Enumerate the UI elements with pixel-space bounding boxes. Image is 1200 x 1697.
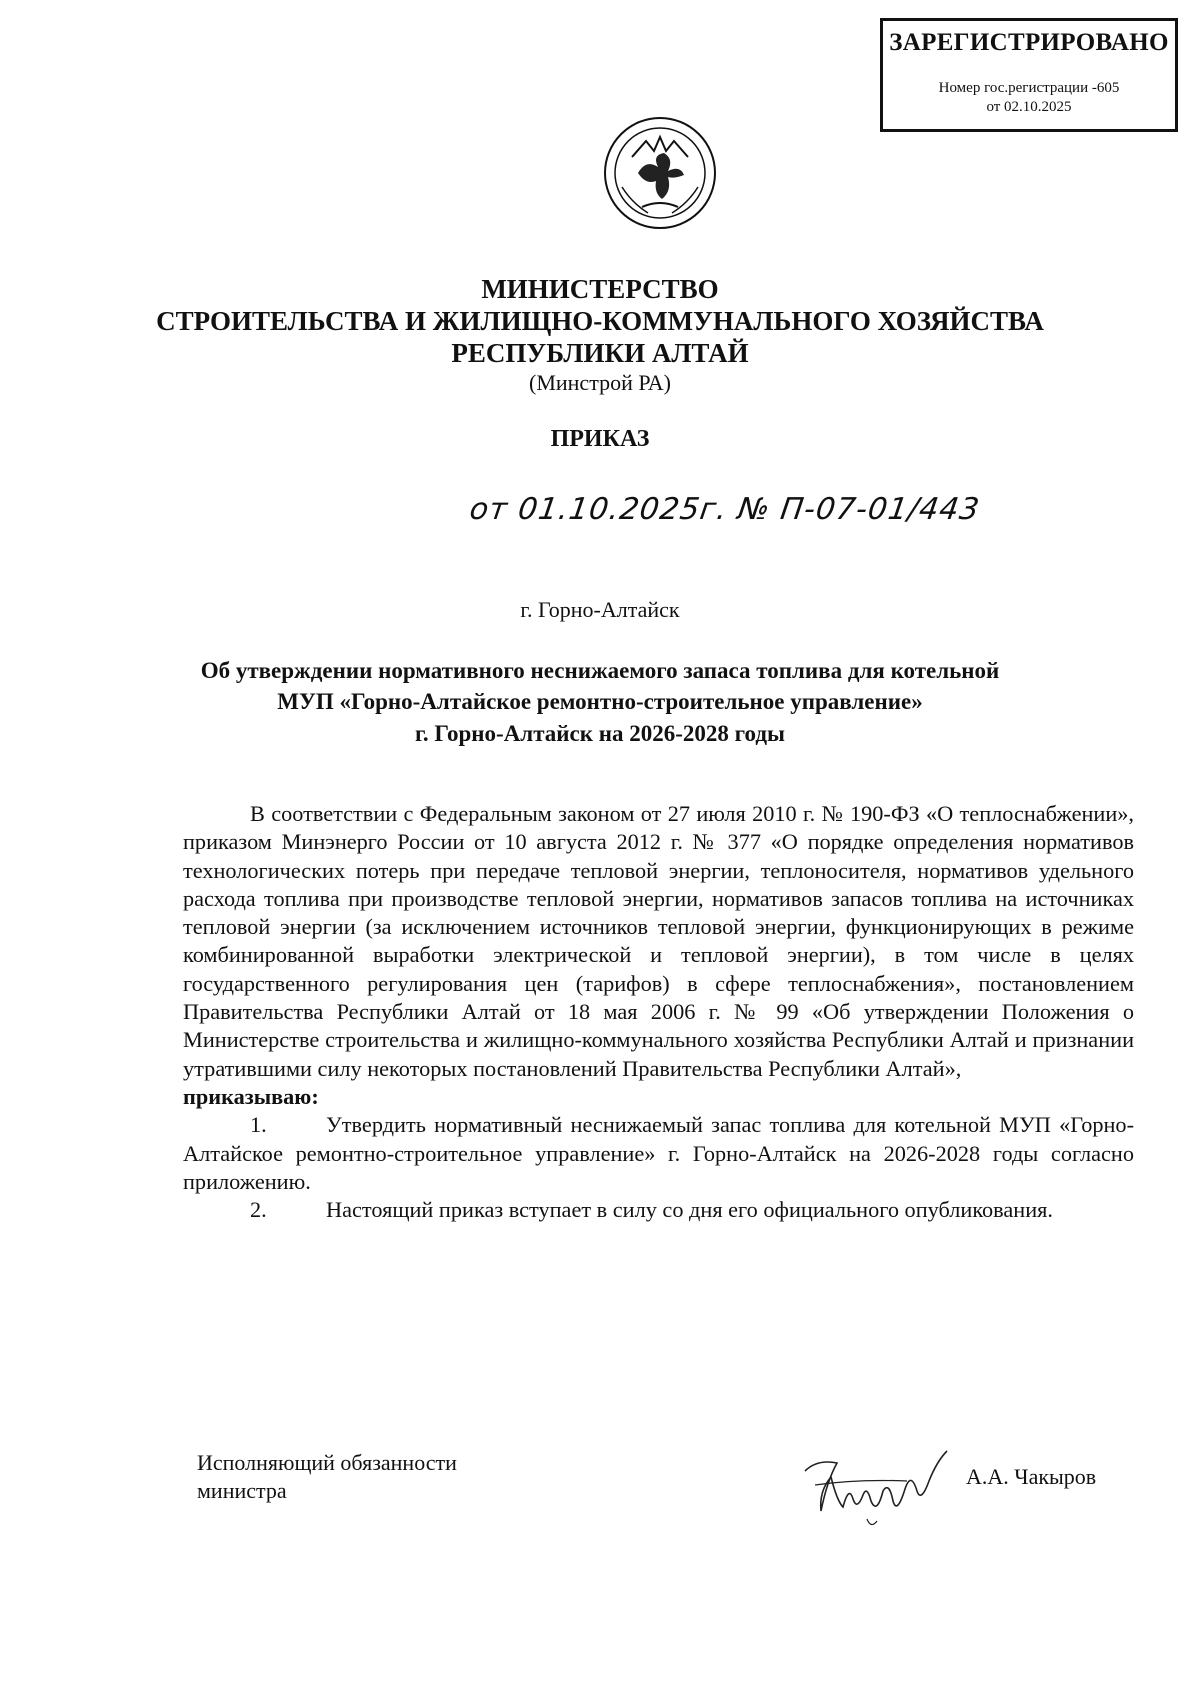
item-number: 2. [250,1197,267,1223]
item-text: Утвердить нормативный неснижаемый запас топлива для котельной МУП «Горно-Алтайское ремонтно-строительное управление» г. Горно-Алтайск на 2026-2028 годы согласно приложению. [183,1112,1134,1194]
signer-position [197,1449,457,1505]
registration-stamp [880,18,1178,132]
order-number-handwritten: от 01.10.2025г. № П-07-01/443 [467,492,983,527]
subject-line2: МУП «Горно-Алтайское ремонтно-строительное управление» [277,689,923,714]
list-item [183,1111,1134,1196]
list-item [183,1196,1134,1224]
preamble-paragraph: В соответствии с Федеральным законом от 27 июля 2010 г. № 190-ФЗ «О теплоснабжении», приказом Минэнерго России от 10 августа 2012 г. № 377 «О порядке определения нормативов технологических потерь при передаче тепловой энергии, теплоносителя, нормативов удельного расхода топлива при производстве тепловой энергии, нормативов запасов топлива на источниках тепловой энергии (за исключением источников тепловой энергии, функционирующих в режиме комбинированной выработки электрической и тепловой энергии), в том числе в целях государственного регулирования цен (тарифов) в сфере теплоснабжения», постановлением Правительства Республики Алтай от 18 мая 2006 г. № 99 «Об утверждении Положения о Министерстве строительства и жилищно-коммунального хозяйства Республики Алтай и признании утратившими силу некоторых постановлений Правительства Республики Алтай», [183,801,1134,1081]
coat-of-arms-emblem [602,115,718,231]
document-body [183,800,1134,1224]
city: г. Горно-Алтайск [520,597,680,622]
ministry-title-line3: РЕСПУБЛИКИ АЛТАЙ [451,338,749,368]
handwritten-signature [797,1441,957,1533]
stamp-reg-number: Номер гос.регистрации -605 [938,80,1120,96]
signer-name: А.А. Чакыров [966,1464,1097,1489]
item-number: 1. [250,1112,267,1138]
document-type: ПРИКАЗ [550,426,650,452]
ministry-abbreviation: (Минстрой РА) [529,370,671,395]
stamp-title: ЗАРЕГИСТРИРОВАНО [889,29,1169,56]
stamp-reg-date: от 02.10.2025 [986,99,1072,115]
ministry-title-line2: СТРОИТЕЛЬСТВА И ЖИЛИЩНО-КОММУНАЛЬНОГО ХОЗЯЙСТВА [156,306,1044,336]
item-text: Настоящий приказ вступает в силу со дня его официального опубликования. [326,1197,1053,1223]
ministry-title-line1: МИНИСТЕРСТВО [481,274,719,304]
subject-line3: г. Горно-Алтайск на 2026-2028 годы [415,721,785,746]
signer-position-line1: Исполняющий обязанности [197,1450,457,1475]
signer-position-line2: министра [197,1478,287,1503]
subject-line1: Об утверждении нормативного неснижаемого запаса топлива для котельной [200,658,1000,683]
directive: приказываю: [183,1083,319,1109]
